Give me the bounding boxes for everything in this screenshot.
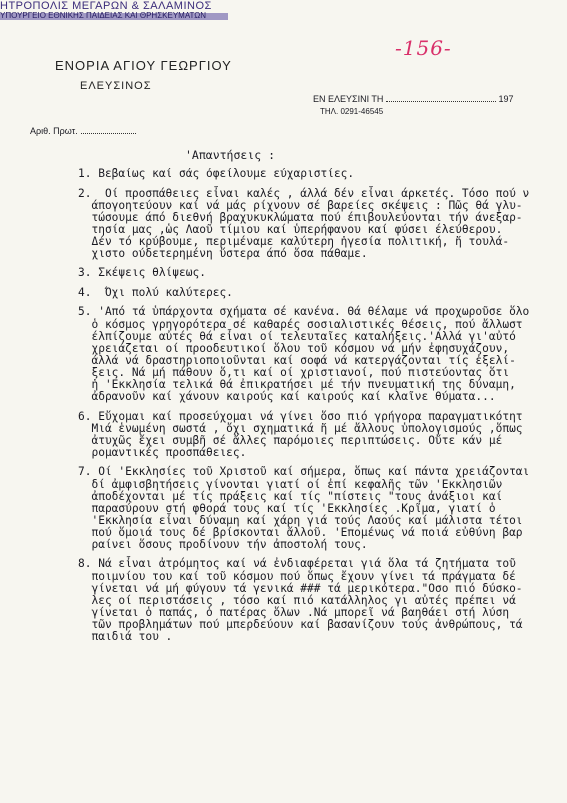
- page-number: -156-: [395, 36, 452, 60]
- text-line: ἀδρανοῦν καί χάνουν καιρούς καί καιρούς καί κλαῖνε θύματα...: [78, 390, 496, 404]
- text-line: χρειάζεται οί προοδευτικοί ὅλου τοῦ κόσμου νά μήν ἐφησυχάζουν,: [78, 341, 510, 355]
- text-line: ἡ 'Εκκλησία τελικά θά ἐπικρατήσει μέ τήν πνευματική της δύναμη,: [78, 378, 516, 392]
- text-line: παιδιά του .: [78, 630, 173, 644]
- text-line: γίνεται ὁ παπάς, ὁ πατέρας ὅλων .Νά μπορεῖ νά βαηθάει στή λύση: [78, 605, 510, 619]
- text-line: τώσουμε άπό διεθνή βραχυκυκλώματα πού έπιβουλεύονται τήν άνεξαρ-: [78, 210, 523, 224]
- text-line: ξεις. Νά μή πάθουν ὅ,τι καί οί χριστιανοί, πού πιστεύοντας ὅτι: [78, 365, 510, 379]
- text-line: ὁ κόσμος γρηγορότερα σέ καθαρές σοσιαλιστικές θέσεις, πού ἄλλωστ: [78, 317, 523, 331]
- text-line: πού ὅμοιά τους δέ βρίσκονται ἄλλοῦ. 'Επομένως νά ποιά εὐθύνη βαρ: [78, 525, 523, 539]
- text-line: άπογοητεύουν καί νά μάς ρίχνουν σέ βαρείες σκέψεις : Πῶς θά γλυ-: [78, 198, 523, 212]
- text-line: δί ἀμφισβητήσεις γίνονται γιατί οί ἐπί κεφαλῆς τῶν 'Εκκλησιῶν: [78, 477, 503, 491]
- text-line: 3. Σκέψεις θλίψεως.: [78, 266, 206, 280]
- place-date-line: [313, 94, 513, 104]
- text-line: 7. Οί 'Εκκλησίες τοῦ Χριστοῦ καί σήμερα, ὅπως καί πάντα χρειάζονται: [78, 465, 530, 479]
- protocol-blank: [81, 133, 136, 134]
- phone-number: ΤΗΛ. 0291-46545: [320, 107, 384, 116]
- text-line: έλπίζουμε αὐτές θά εἶναι οί τελευταῖες καταλήξεις.'Αλλά γι'αὐτό: [78, 329, 516, 343]
- text-line: τῶν προβλημάτων πού μπερδεύουν καί βασανίζουν τούς ἀνθρώπους, τά: [78, 617, 523, 631]
- text-line: Δέν τό κρύβουμε, περιμέναμε καλύτερη ἡγεσία πολιτική, ἤ τουλά-: [78, 234, 510, 248]
- text-line: Μιά ἑνωμένη σωστά , ὄχι σχηματικά ἤ μέ ἄλλους ὑπολογισμούς ,ὅπως: [78, 421, 523, 435]
- text-line: λες οί περιστάσεις , τόσο καί πιό κατάλληλος γι αὐτές πρέπει νά: [78, 593, 516, 607]
- text-line: άλλά νά δραστηριοποιοῦνται καί σοφά νά κατεργάζονται τίς ἐξελί-: [78, 353, 516, 367]
- date-blank: [386, 101, 496, 102]
- answers-body: [78, 168, 567, 643]
- text-line: ἀποδέχονται μέ τίς πράξεις καί τίς "πίστεις "τους ἀνάξιοι καί: [78, 489, 503, 503]
- year-label: 197: [498, 94, 514, 104]
- text-line: παρασύρουν στή φθορά τους καί τίς 'Εκκλησίες .Κρῖμα, γιατί ὁ: [78, 501, 496, 515]
- protocol-label: Αριθ. Πρωτ.: [30, 126, 78, 136]
- text-line: ἀτυχῶς ἔχει συμβῆ σέ ἄλλες παρόμοιες περιπτώσεις. Οὔτε κάν μέ: [78, 433, 503, 447]
- text-line: 2. Οί προσπάθειες εἶναι καλές , άλλά δέν εἶναι άρκετές. Τόσο πού ν: [78, 186, 530, 200]
- text-line: 4. Όχι πολύ καλύτερες.: [78, 285, 233, 299]
- text-line: ραίνει ὅσους προδίνουν τήν ἀποστολή τους.: [78, 537, 368, 551]
- stamp-bar-text: ΥΠΟΥΡΓΕΙΟ ΕΘΝΙΚΗΣ ΠΑΙΔΕΙΑΣ ΚΑΙ ΘΡΗΣΚΕΥΜΑΤΩΝ: [0, 11, 207, 20]
- text-line: γίνεται νά μή φύγουν τά γενικά ### τά μερικότερα."Οσο πιό δύσκο-: [78, 581, 523, 595]
- place-label: ΕΝ ΕΛΕΥΣΙΝΙ ΤΗ: [313, 94, 384, 104]
- parish-name: ΕΝΟΡΙΑ ΑΓΙΟΥ ΓΕΩΡΓΙΟΥ: [55, 58, 232, 73]
- text-line: 1. Βεβαίως καί σάς όφείλουμε εύχαριστίες.: [78, 168, 355, 180]
- text-line: 5. 'Από τά ὑπάρχοντα σχήματα σέ κανένα. Θά θέλαμε νά προχωροῦσε ὅλο: [78, 305, 530, 319]
- text-line: 8. Νά εἶναι ἀτρόμητος καί νά ἐνδιαφέρεται γιά ὅλα τά ζητήματα τοῦ: [78, 557, 516, 571]
- text-line: χιστο ούδετερημένη ὕστερα άπό ὅσα πάθαμε.: [78, 246, 368, 260]
- protocol-line: [30, 126, 136, 136]
- parish-town: ΕΛΕΥΣΙΝΟΣ: [80, 80, 152, 92]
- text-line: 'Εκκλησία εἶναι δύναμη καί χάρη γιά τούς Λαούς καί μάλιστα τέτοι: [78, 513, 523, 527]
- text-line: 6. Εὔχομαι καί προσεύχομαι νά γίνει ὅσο πιό γρήγορα παραγματικότητ: [78, 409, 523, 423]
- metropolis-stamp: ΗΤΡΟΠΟΛΙΣ ΜΕΓΑΡΩΝ & ΣΑΛΑΜΙΝΟΣ: [0, 0, 212, 12]
- text-line: τησία μας ,ὡς Λαοῦ τίμιου καί ὑπερήφανου καί φύσει έλεύθερου.: [78, 222, 503, 236]
- text-line: ρομαντικές προσπάθειες.: [78, 445, 247, 459]
- document-heading: 'Απαντήσεις :: [185, 148, 276, 162]
- text-line: ποιμνίου του καί τοῦ κόσμου πού ὅπως ἔχουν γίνει τά πράγματα δέ: [78, 569, 516, 583]
